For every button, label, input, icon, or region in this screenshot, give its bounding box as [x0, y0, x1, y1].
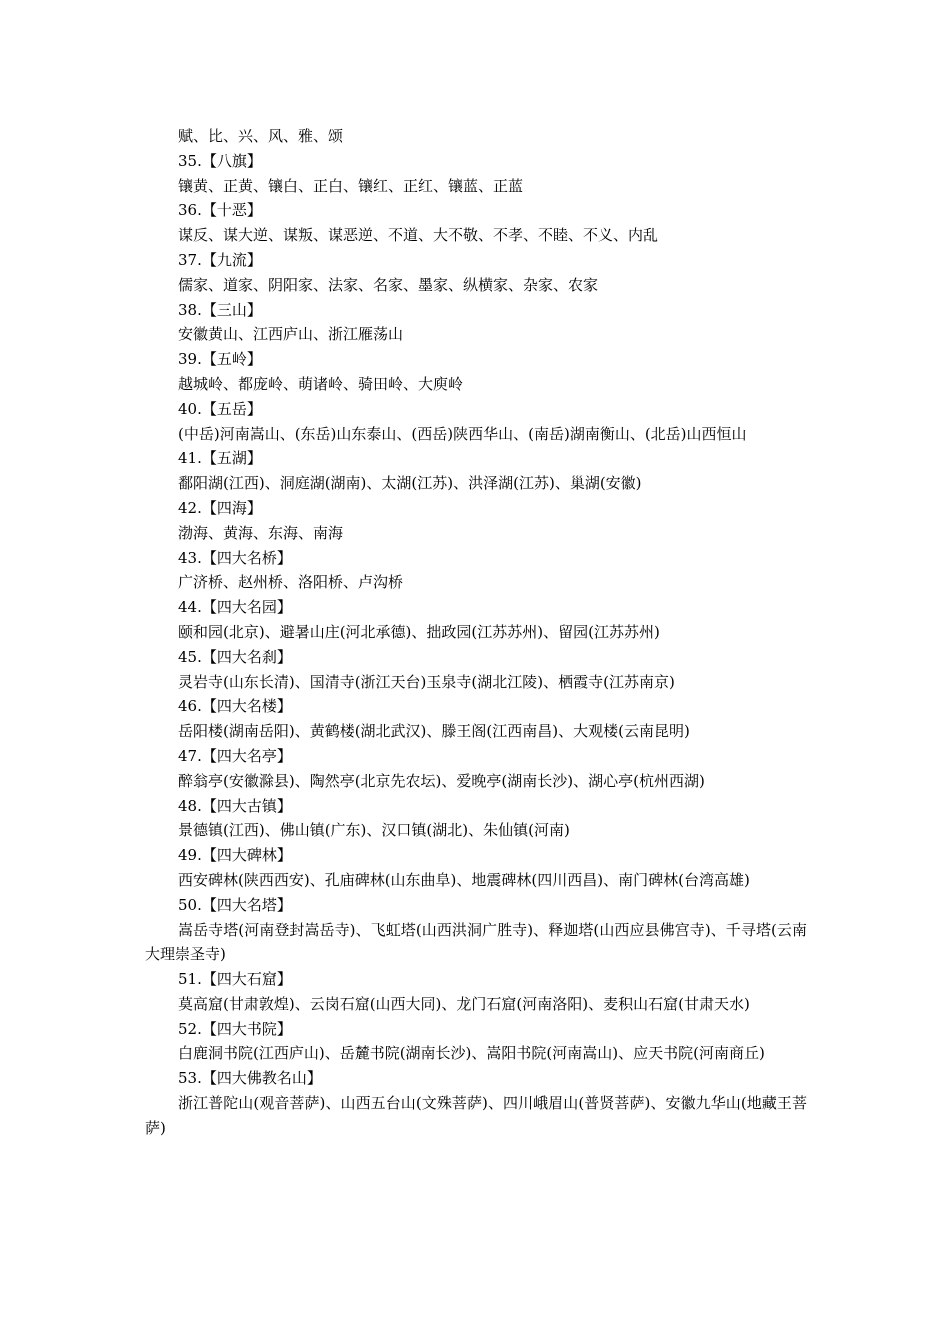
entry-number: 49. — [178, 846, 202, 865]
entry-heading — [145, 595, 807, 620]
entry-title: 【五湖】 — [201, 449, 262, 468]
entry-number: 47. — [178, 746, 202, 765]
entry-title: 【四大名园】 — [201, 598, 292, 617]
entry-text: 广济桥、赵州桥、洛阳桥、卢沟桥 — [178, 573, 404, 592]
entry-title: 【八旗】 — [201, 151, 262, 170]
entry-heading — [145, 446, 807, 471]
entry-text: 安徽黄山、江西庐山、浙江雁荡山 — [178, 325, 404, 344]
entry-text: (中岳)河南嵩山、(东岳)山东泰山、(西岳)陕西华山、(南岳)湖南衡山、(北岳)山西恒山 — [178, 424, 747, 443]
entry-heading — [145, 397, 807, 422]
entry-text: 灵岩寺(山东长清)、国清寺(浙江天台)玉泉寺(湖北江陵)、栖霞寺(江苏南京) — [178, 672, 675, 691]
entry-number: 45. — [178, 647, 202, 666]
entry-number: 46. — [178, 697, 202, 716]
entry-number: 40. — [178, 399, 202, 418]
entry-number: 52. — [178, 1019, 202, 1038]
entry-text: 嵩岳寺塔(河南登封嵩岳寺)、飞虹塔(山西洪洞广胜寺)、释迦塔(山西应县佛宫寺)、千寻塔(云南大理崇圣寺) — [145, 920, 807, 964]
entry-text: 西安碑林(陕西西安)、孔庙碑林(山东曲阜)、地震碑林(四川西昌)、南门碑林(台湾高雄) — [178, 870, 750, 889]
entry-number: 50. — [178, 895, 202, 914]
entry-title: 【四大石窟】 — [201, 970, 292, 989]
entry-number: 35. — [178, 151, 202, 170]
entry-heading — [145, 149, 807, 174]
entry-number: 44. — [178, 598, 202, 617]
entry-heading — [145, 496, 807, 521]
entry-number: 42. — [178, 498, 202, 517]
entry-title: 【四海】 — [201, 498, 262, 517]
entry-heading — [145, 893, 807, 918]
entry-title: 【三山】 — [201, 300, 262, 319]
entry-number: 37. — [178, 250, 202, 269]
entry-heading — [145, 248, 807, 273]
entry-title: 【四大名刹】 — [201, 647, 292, 666]
entry-title: 【四大碑林】 — [201, 846, 292, 865]
entry-heading — [145, 198, 807, 223]
entry-title: 【五岭】 — [201, 350, 262, 369]
entry-number: 43. — [178, 548, 202, 567]
entry-heading — [145, 967, 807, 992]
entry-text: 鄱阳湖(江西)、洞庭湖(湖南)、太湖(江苏)、洪泽湖(江苏)、巢湖(安徽) — [178, 474, 642, 493]
entry-title: 【四大书院】 — [201, 1019, 292, 1038]
entry-title: 【五岳】 — [201, 399, 262, 418]
entry-number: 41. — [178, 449, 202, 468]
entry-heading — [145, 546, 807, 571]
entry-text: 景德镇(江西)、佛山镇(广东)、汉口镇(湖北)、朱仙镇(河南) — [178, 821, 570, 840]
entry-title: 【四大名亭】 — [201, 746, 292, 765]
entry-number: 36. — [178, 201, 202, 220]
entry-text: 镶黄、正黄、镶白、正白、镶红、正红、镶蓝、正蓝 — [178, 176, 524, 195]
entry-heading — [145, 694, 807, 719]
entry-title: 【九流】 — [201, 250, 262, 269]
entry-text: 岳阳楼(湖南岳阳)、黄鹤楼(湖北武汉)、滕王阁(江西南昌)、大观楼(云南昆明) — [178, 722, 690, 741]
entry-text: 醉翁亭(安徽滁县)、陶然亭(北京先农坛)、爱晚亭(湖南长沙)、湖心亭(杭州西湖) — [178, 771, 705, 790]
lead-line: 赋、比、兴、风、雅、颂 — [178, 127, 344, 145]
entry-text: 浙江普陀山(观音菩萨)、山西五台山(文殊菩萨)、四川峨眉山(普贤菩萨)、安徽九华山(地藏王菩萨) — [145, 1094, 807, 1137]
entry-number: 51. — [178, 970, 202, 989]
entry-text: 白鹿洞书院(江西庐山)、岳麓书院(湖南长沙)、嵩阳书院(河南嵩山)、应天书院(河南商丘) — [178, 1044, 765, 1063]
entry-number: 53. — [178, 1069, 202, 1088]
entry-heading — [145, 298, 807, 323]
entry-text: 颐和园(北京)、避暑山庄(河北承德)、拙政园(江苏苏州)、留园(江苏苏州) — [178, 622, 660, 641]
entry-title: 【十恶】 — [201, 201, 262, 220]
entry-heading — [145, 843, 807, 868]
entry-heading — [145, 1017, 807, 1042]
entry-title: 【四大古镇】 — [201, 796, 292, 815]
entry-title: 【四大佛教名山】 — [201, 1069, 322, 1088]
entry-title: 【四大名楼】 — [201, 697, 292, 716]
entry-number: 39. — [178, 350, 202, 369]
entry-title: 【四大名桥】 — [201, 548, 292, 567]
entry-title: 【四大名塔】 — [201, 895, 292, 914]
entry-text: 谋反、谋大逆、谋叛、谋恶逆、不道、大不敬、不孝、不睦、不义、内乱 — [178, 226, 659, 245]
document-body — [145, 124, 807, 1141]
entry-heading — [145, 794, 807, 819]
entry-number: 38. — [178, 300, 202, 319]
entry-text: 越城岭、都庞岭、萌诸岭、骑田岭、大庾岭 — [178, 374, 464, 393]
entry-text: 渤海、黄海、东海、南海 — [178, 523, 344, 542]
entry-heading — [145, 1066, 807, 1091]
entry-text: 儒家、道家、阴阳家、法家、名家、墨家、纵横家、杂家、农家 — [178, 275, 599, 294]
entry-text: 莫高窟(甘肃敦煌)、云岗石窟(山西大同)、龙门石窟(河南洛阳)、麦积山石窟(甘肃天水) — [178, 994, 750, 1013]
entry-heading — [145, 744, 807, 769]
entry-heading — [145, 347, 807, 372]
entry-number: 48. — [178, 796, 202, 815]
entry-heading — [145, 645, 807, 670]
